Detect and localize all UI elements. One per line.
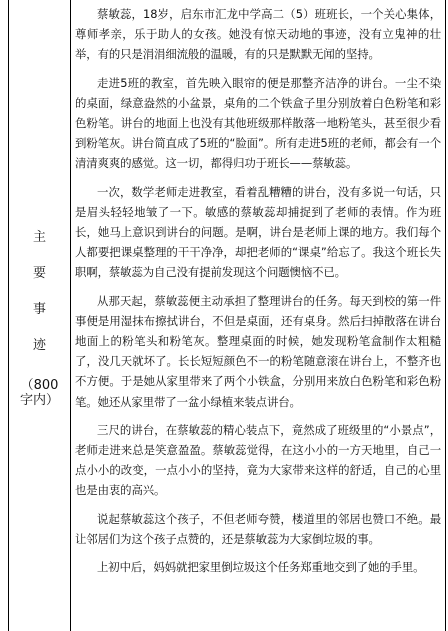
label-char: 要: [32, 266, 46, 281]
paragraph: 说起蔡敏蕊这个孩子，不但老师夸赞，楼道里的邻居也赞口不绝。最让邻居们为这个孩子点赞的，还是蔡敏蕊为大家倒垃圾的事。: [75, 511, 441, 546]
paragraph: 从那天起，蔡敏蕊便主动承担了整理讲台的任务。每天到校的第一件事便是用湿抹布擦拭讲台，不但是桌面，还有桌身。然后扫掉散落在讲台地面上的粉笔头和粉笔灰。整理桌面的时候，她发现粉笔盒制作太粗糙了，没几天就坏了。长长短短颜色不一的粉笔随意滚在讲台上，不整齐也不方便。于是她从家里带来了两个小铁盒，分别用来放白色粉笔和彩色粉笔。她还从家里带了一盆小绿植来装点讲台。: [75, 293, 441, 409]
label-char: 主: [32, 230, 46, 245]
section-label: [9, 228, 70, 408]
word-limit-line-1: （800: [20, 378, 59, 393]
label-char: 迹: [32, 338, 46, 353]
paragraph: 一次，数学老师走进教室，看着乱糟糟的讲台，没有多说一句话，只是眉头轻轻地皱了一下。敏感的蔡敏蕊却捕捉到了老师的表情。作为班长，她马上意识到讲台的问题。是啊，讲台是老师上课的地方。我们每个人都要把课桌整理的干干净净，却把老师的“课桌”给忘了。我这个班长失职啊，蔡敏蕊为自己没有提前发现这个问题懊恼不已。: [75, 184, 441, 280]
paragraph: 上初中后，妈妈就把家里倒垃圾这个任务郑重地交到了她的手里。: [97, 560, 425, 575]
label-char: 事: [32, 302, 46, 317]
section-label-cell: [9, 0, 71, 631]
word-limit-line-2: 字内）: [19, 393, 59, 408]
deeds-content-cell: [71, 0, 445, 631]
deeds-form-table: [8, 0, 446, 631]
paragraph: 三尺的讲台，在蔡敏蕊的精心装点下，竟然成了班级里的“小景点”，老师走进来总是笑意盈盈。蔡敏蕊觉得，在这小小的一方天地里，自己一点小小的改变，一点小小的坚持，竟为大家带来这样的舒适，自己的心里也是由衷的高兴。: [75, 422, 441, 498]
paragraph: 走进5班的教室，首先映入眼帘的便是那整齐洁净的讲台。一尘不染的桌面，绿意盎然的小盆景，桌角的二个铁盒子里分别放着白色粉笔和彩色粉笔。讲台的地面上也没有其他班级那样散落一地粉笔头，甚至很少看到粉笔灰。讲台简直成了5班的“脸面”。所有走进5班的老师，都会有一个清清爽爽的感觉。这一切，都得归功于班长——蔡敏蕊。: [75, 75, 441, 171]
paragraph: 蔡敏蕊，18岁，启东市汇龙中学高二（5）班班长，一个关心集体，尊师孝亲，乐于助人的女孩。她没有惊天动地的事迹，没有立鬼神的壮举，有的只是涓涓细流般的温暖，有的只是默默无闻的坚持。: [75, 7, 441, 62]
